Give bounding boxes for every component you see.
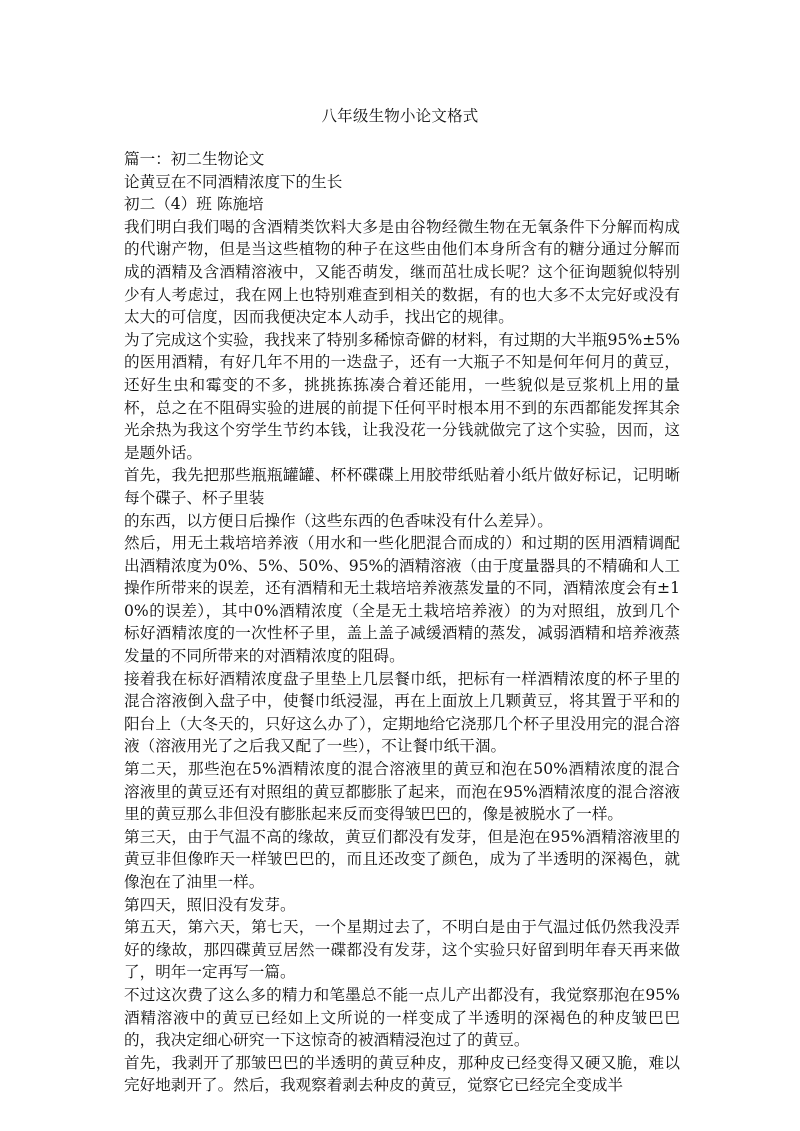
paragraph: 然后，用无土栽培培养液（用水和一些化肥混合而成的）和过期的医用酒精调配出酒精浓度为0%、5%、50%、95%的酒精溶液（由于度量器具的不精确和人工操作所带来的误差，还有酒精和无土栽培培养液蒸发量的不同，酒精浓度会有±10%的误差），其中0%酒精浓度（全是无土栽培培养液）的为对照组，放到几个标好酒精浓度的一次性杯子里，盖上盖子减缓酒精的蒸发，减弱酒精和培养液蒸发量的不同所带来的对酒精浓度的阻碍。 bbox=[124, 534, 680, 666]
paragraph: 为了完成这个实验，我找来了特别多稀惊奇僻的材料，有过期的大半瓶95%±5%的医用酒精，有好几年不用的一迭盘子，还有一大瓶子不知是何年何月的黄豆，还好生虫和霉变的不多，挑挑拣拣凑合着还能用，一些貌似是豆浆机上用的量杯，总之在不阻碍实验的进展的前提下任何平时根本用不到的东西都能发挥其余光余热为我这个穷学生节约本钱，让我没花一分钱就做完了这个实验，因而，这是题外话。 bbox=[124, 330, 680, 462]
paragraph: 不过这次费了这么多的精力和笔墨总不能一点儿产出都没有，我觉察那泡在95%酒精溶液中的黄豆已经如上文所说的一样变成了半透明的深褐色的种皮皱巴巴的，我决定细心研究一下这惊奇的被酒精浸泡过了的黄豆。 bbox=[124, 985, 680, 1050]
paragraph: 的东西，以方便日后操作（这些东西的色香味没有什么差异）。 bbox=[124, 511, 553, 530]
essay-title: 论黄豆在不同酒精浓度下的生长 bbox=[124, 172, 343, 191]
section-heading: 篇一：初二生物论文 bbox=[124, 150, 265, 168]
paragraph: 首先，我剥开了那皱巴巴的半透明的黄豆种皮，那种皮已经变得又硬又脆，难以完好地剥开了。然后，我观察着剥去种皮的黄豆，觉察它已经完全变成半 bbox=[124, 1053, 680, 1095]
document-title: 八年级生物小论文格式 bbox=[321, 107, 479, 125]
document-body bbox=[124, 148, 680, 1097]
paragraph: 第四天，照旧没有发芽。 bbox=[124, 895, 296, 914]
paragraph: 首先，我先把那些瓶瓶罐罐、杯杯碟碟上用胶带纸贴着小纸片做好标记，记明晰每个碟子、杯子里装 bbox=[124, 466, 680, 507]
paragraph: 我们明白我们喝的含酒精类饮料大多是由谷物经微生物在无氧条件下分解而构成的代谢产物，但是当这些植物的种子在这些由他们本身所含有的糖分通过分解而成的酒精及含酒精溶液中，又能否萌发，继而茁壮成长呢？这个征询题貌似特别少有人考虑过，我在网上也特别难查到相关的数据，有的也大多不太完好或没有太大的可信度，因而我便决定本人动手，找出它的规律。 bbox=[124, 217, 680, 327]
paragraph: 第五天，第六天，第七天，一个星期过去了，不明白是由于气温过低仍然我没弄好的缘故，那四碟黄豆居然一碟都没有发芽，这个实验只好留到明年春天再来做了，明年一定再写一篇。 bbox=[124, 918, 680, 982]
paragraph: 第三天，由于气温不高的缘故，黄豆们都没有发芽，但是泡在95%酒精溶液里的黄豆非但像昨天一样皱巴巴的，而且还改变了颜色，成为了半透明的深褐色，就像泡在了油里一样。 bbox=[124, 827, 680, 891]
paragraph: 接着我在标好酒精浓度盘子里垫上几层餐巾纸，把标有一样酒精浓度的杯子里的混合溶液倒入盘子中，使餐巾纸浸湿，再在上面放上几颗黄豆，将其置于平和的阳台上（大冬天的，只好这么办了），定期地给它浇那几个杯子里没用完的混合溶液（溶液用光了之后我又配了一些），不让餐巾纸干涸。 bbox=[124, 669, 680, 756]
paragraph: 第二天，那些泡在5%酒精浓度的混合溶液里的黄豆和泡在50%酒精浓度的混合溶液里的黄豆还有对照组的黄豆都膨胀了起来，而泡在95%酒精浓度的混合溶液里的黄豆那么非但没有膨胀起来反而变得皱巴巴的，像是被脱水了一样。 bbox=[124, 760, 680, 824]
author-line: 初二（4）班 陈施培 bbox=[124, 195, 264, 214]
